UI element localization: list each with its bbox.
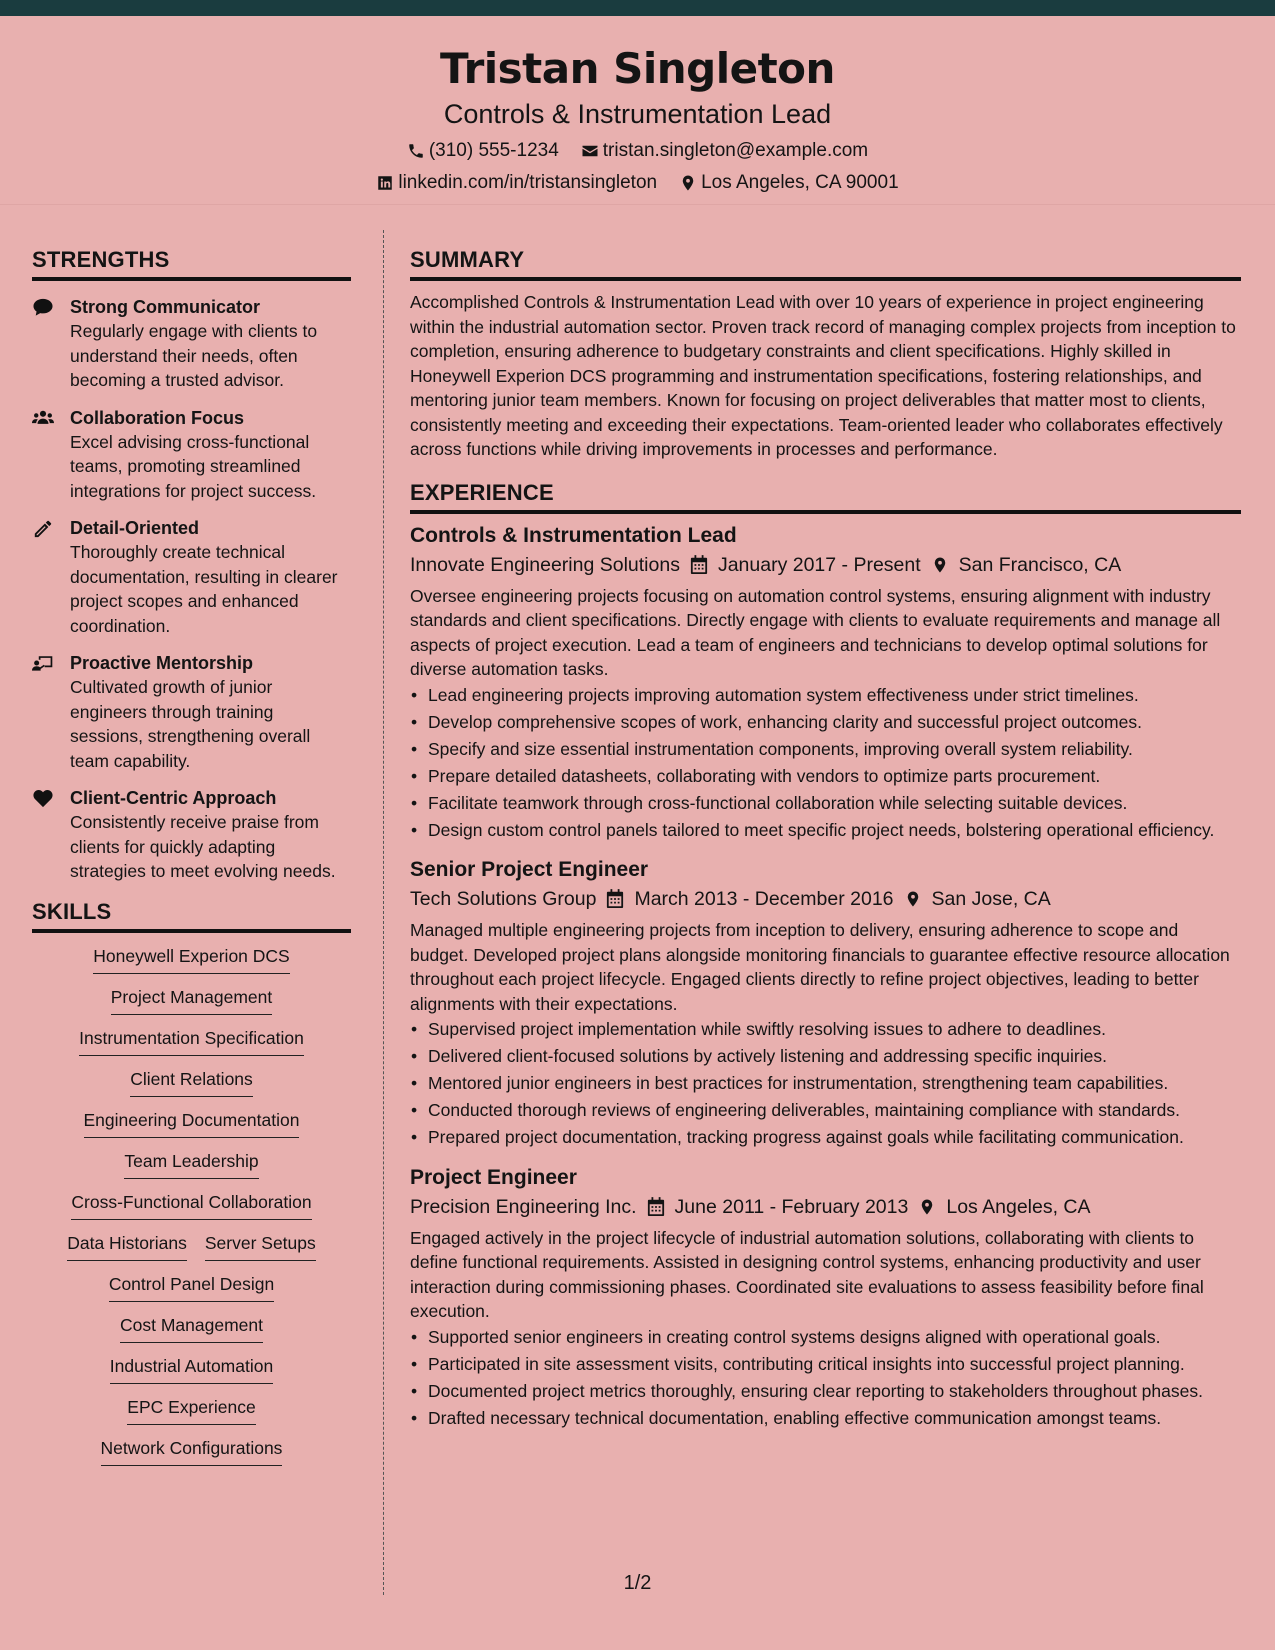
calendar-icon: [647, 1197, 665, 1217]
strength-item: [32, 786, 351, 884]
location-text: Los Angeles, CA 90001: [701, 172, 899, 193]
top-accent-bar: [0, 0, 1275, 16]
skill-tag: Client Relations: [130, 1068, 253, 1097]
job-bullets: [410, 683, 1241, 843]
job-bullets: [410, 1325, 1241, 1431]
strength-desc: Thoroughly create technical documentation, resulting in clearer project scopes and enhanced coordination.: [70, 542, 338, 636]
email-text[interactable]: tristan.singleton@example.com: [602, 140, 869, 161]
map-pin-icon: [931, 555, 949, 575]
strength-item: [32, 406, 351, 504]
candidate-role: Controls & Instrumentation Lead: [443, 99, 832, 129]
linkedin-text[interactable]: linkedin.com/in/tristansingleton: [398, 172, 658, 193]
location-contact: [679, 171, 899, 195]
job-meta: [410, 884, 1241, 914]
skills-heading: SKILLS: [32, 898, 351, 933]
strength-desc: Excel advising cross-functional teams, promoting streamlined integrations for project success.: [70, 431, 317, 501]
skills-list: [32, 945, 351, 1466]
strength-title: Collaboration Focus: [70, 407, 245, 428]
strengths-list: [32, 295, 351, 884]
summary-section: [410, 246, 1241, 462]
skill-tag: Honeywell Experion DCS: [93, 945, 289, 974]
job-description: Engaged actively in the project lifecycle of industrial automation solutions, collaborating with clients to define functional requirements. Assisted in designing control systems, enhancing productivity and user interaction during commissioning phases. Coordinated site evaluations to assess feasibility before final execution.: [410, 1227, 1204, 1321]
job-dates: March 2013 - December 2016: [634, 888, 894, 910]
strength-item: [32, 295, 351, 393]
job-dates: January 2017 - Present: [717, 553, 921, 576]
column-divider: [383, 230, 384, 1595]
contact-line-2: [0, 171, 1275, 195]
job-bullet: • Specify and size essential instrumentation components, improving overall system reliability.: [410, 737, 1241, 762]
job-bullet: • Conducted thorough reviews of engineering deliverables, maintaining compliance with standards.: [410, 1098, 1241, 1123]
calendar-icon: [606, 889, 624, 909]
job-bullet: • Design custom control panels tailored to meet specific project needs, bolstering operational efficiency.: [410, 818, 1241, 843]
job-bullet: • Supported senior engineers in creating control systems designs aligned with operational goals.: [410, 1325, 1241, 1350]
skill-tag: Cost Management: [120, 1314, 263, 1343]
job-meta: [410, 550, 1241, 580]
job-location: Los Angeles, CA: [946, 1195, 1091, 1218]
job-title: Controls & Instrumentation Lead: [410, 523, 737, 547]
job-description: Oversee engineering projects focusing on automation control systems, ensuring alignment with industry standards and client specifications. Directly engage with clients to evaluate requirements and manage all aspects of project execution. Lead a team of engineers and technicians to develop optimal solutions for diverse automation tasks.: [410, 585, 1221, 679]
experience-heading: EXPERIENCE: [410, 479, 1241, 514]
calendar-icon: [690, 555, 708, 575]
phone-icon: [407, 142, 425, 160]
strength-desc: Cultivated growth of junior engineers through training sessions, strengthening overall team capability.: [70, 677, 311, 771]
phone-text: (310) 555-1234: [428, 140, 559, 161]
skill-tag: Network Configurations: [101, 1437, 283, 1466]
strength-desc: Regularly engage with clients to understand their needs, often becoming a trusted advisor.: [70, 321, 318, 390]
skill-tag: EPC Experience: [127, 1396, 255, 1425]
contact-line-1: [0, 139, 1275, 163]
job-bullet: • Prepare detailed datasheets, collaborating with vendors to optimize parts procurement.: [410, 764, 1241, 789]
strength-item: [32, 516, 351, 638]
skill-tag: Data Historians: [67, 1232, 187, 1261]
job-bullet: • Lead engineering projects improving automation system effectiveness under strict timelines.: [410, 683, 1241, 708]
map-pin-icon: [904, 889, 922, 909]
job-bullet: • Supervised project implementation while swiftly resolving issues to adhere to deadlines.: [410, 1017, 1241, 1042]
map-pin-icon: [679, 174, 697, 192]
job-bullet: • Mentored junior engineers in best practices for instrumentation, strengthening team capabilities.: [410, 1071, 1241, 1096]
pencil-icon: [32, 518, 54, 538]
skill-tag: Team Leadership: [124, 1150, 258, 1179]
job-bullet: • Drafted necessary technical documentation, enabling effective communication amongst teams.: [410, 1406, 1241, 1431]
job-description: Managed multiple engineering projects from inception to delivery, ensuring adherence to scope and budget. Developed project plans alongside monitoring financials to guarantee effective resource allocation throughout each project lifecycle. Engaged clients directly to refine project objectives, leading to better alignments with their expectations.: [410, 920, 1230, 1014]
page-number: 1/2: [623, 1572, 652, 1594]
strength-title: Client-Centric Approach: [70, 788, 277, 808]
strength-title: Detail-Oriented: [70, 518, 200, 538]
job-location: San Jose, CA: [931, 888, 1051, 910]
job-company: Innovate Engineering Solutions: [410, 553, 680, 576]
job-bullet: • Facilitate teamwork through cross-functional collaboration while selecting suitable devices.: [410, 791, 1241, 816]
job-dates: June 2011 - February 2013: [674, 1195, 909, 1218]
speech-bubble-icon: [32, 297, 54, 317]
teacher-icon: [32, 653, 54, 673]
right-column: [410, 246, 1241, 1433]
header-divider: [0, 204, 1275, 205]
linkedin-icon: [376, 174, 394, 192]
job-bullet: • Prepared project documentation, tracking progress against goals while facilitating communication.: [410, 1125, 1241, 1150]
linkedin-contact[interactable]: [376, 171, 657, 195]
skill-tag: Server Setups: [205, 1232, 316, 1261]
envelope-icon: [581, 142, 599, 160]
strength-desc: Consistently receive praise from clients for quickly adapting strategies to meet evolving needs.: [70, 812, 336, 881]
job-meta: [410, 1192, 1241, 1222]
job-bullet: • Participated in site assessment visits, contributing critical insights into successful project planning.: [410, 1352, 1241, 1377]
job-entry: [410, 1164, 1241, 1431]
candidate-name: Tristan Singleton: [440, 44, 835, 93]
job-title: Project Engineer: [410, 1165, 577, 1189]
summary-heading: SUMMARY: [410, 246, 1241, 281]
job-bullet: • Delivered client-focused solutions by actively listening and addressing specific inquiries.: [410, 1044, 1241, 1069]
strength-title: Proactive Mentorship: [70, 653, 254, 673]
job-bullets: [410, 1017, 1241, 1150]
heart-icon: [32, 788, 54, 808]
job-entry: [410, 856, 1241, 1150]
job-bullet: • Documented project metrics thoroughly, ensuring clear reporting to stakeholders throughout phases.: [410, 1379, 1241, 1404]
job-title: Senior Project Engineer: [410, 858, 649, 881]
skill-tag: Instrumentation Specification: [79, 1027, 304, 1056]
job-entry: [410, 522, 1241, 843]
strength-item: [32, 651, 351, 773]
strength-title: Strong Communicator: [70, 297, 261, 317]
map-pin-icon: [918, 1197, 936, 1217]
email-contact[interactable]: [581, 139, 868, 163]
job-location: San Francisco, CA: [958, 553, 1122, 576]
skill-tag: Project Management: [111, 986, 272, 1015]
users-icon: [32, 408, 54, 428]
phone-contact: [407, 139, 559, 163]
skill-tag: Cross-Functional Collaboration: [71, 1191, 311, 1220]
job-bullet: • Develop comprehensive scopes of work, enhancing clarity and successful project outcomes.: [410, 710, 1241, 735]
left-column: [32, 246, 351, 1466]
job-company: Tech Solutions Group: [410, 888, 597, 910]
job-company: Precision Engineering Inc.: [410, 1195, 637, 1218]
skill-tag: Engineering Documentation: [84, 1109, 300, 1138]
skill-tag: Control Panel Design: [109, 1273, 274, 1302]
strengths-heading: STRENGTHS: [32, 246, 351, 281]
summary-text: Accomplished Controls & Instrumentation Lead with over 10 years of experience in project engineering within the industrial automation sector. Proven track record of managing complex projects from inception to completion, ensuring adherence to budgetary constraints and client specifications. Highly skilled in Honeywell Experion DCS programming and instrumentation specifications, fostering relationships, and mentoring junior team members. Known for focusing on project deliverables that matter most to clients, consistently meeting and exceeding their expectations. Team-oriented leader who collaborates effectively across functions while driving improvements in processes and performance.: [410, 292, 1236, 459]
skill-tag: Industrial Automation: [110, 1355, 273, 1384]
resume-header: [0, 16, 1275, 204]
